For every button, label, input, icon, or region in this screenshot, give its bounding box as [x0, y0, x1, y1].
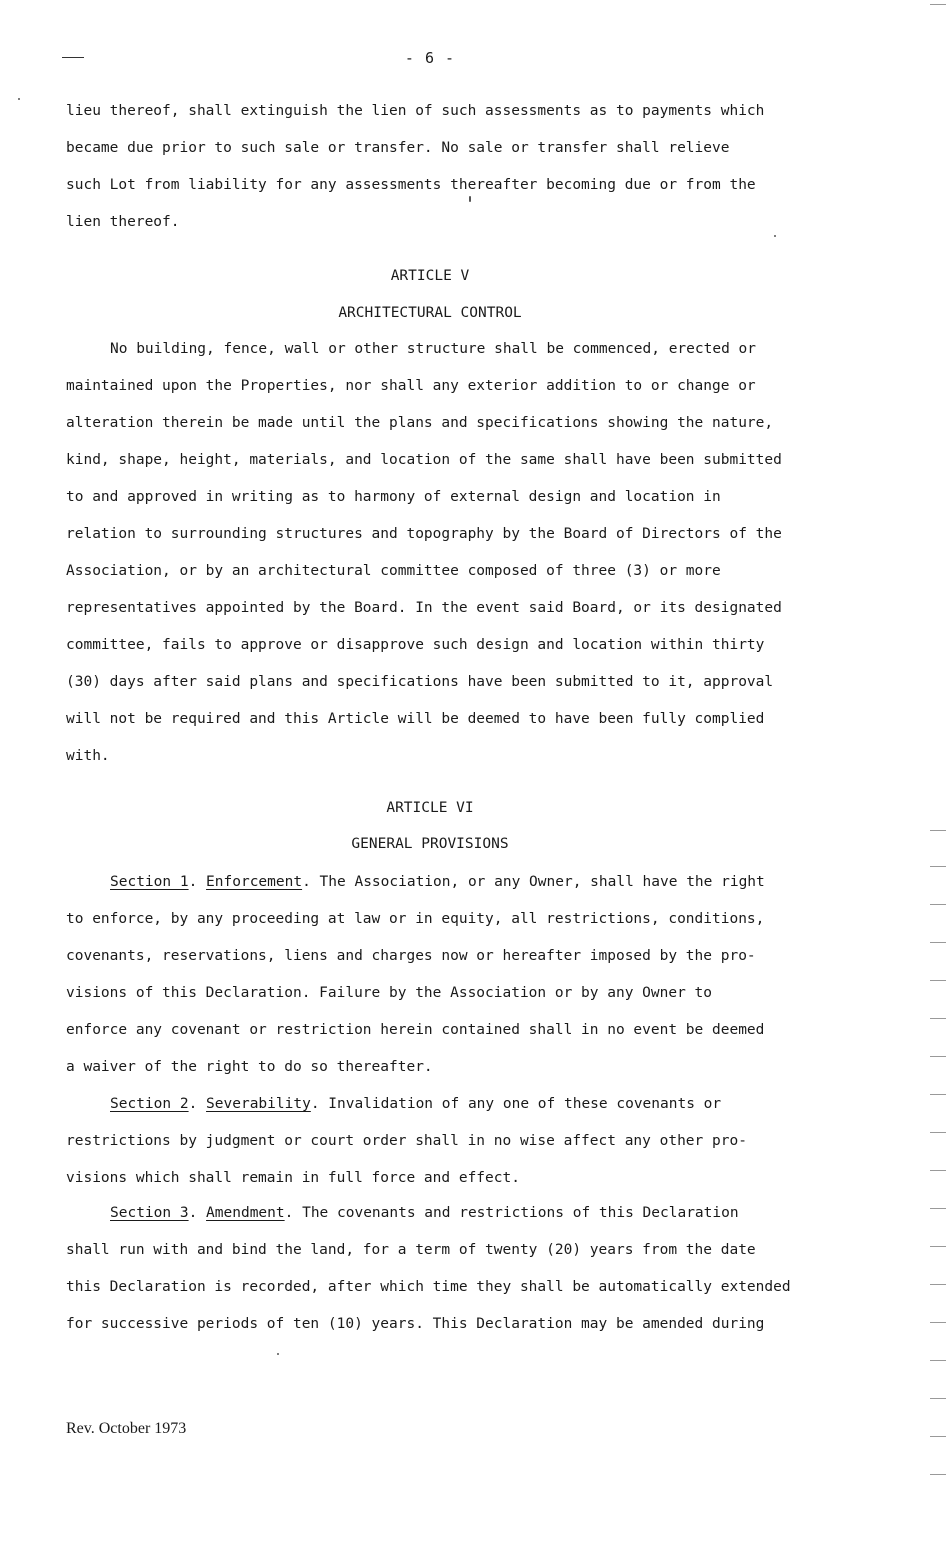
scan-mark	[930, 1360, 946, 1361]
scan-mark	[930, 1056, 946, 1057]
section-1-label: Section 1	[110, 874, 189, 890]
section-2-label: Section 2	[110, 1096, 189, 1112]
scan-mark	[930, 904, 946, 905]
page-number: - 6 -	[404, 49, 456, 67]
text-line: enforce any covenant or restriction herein contained shall in no event be deemed	[66, 1022, 765, 1038]
text-line: this Declaration is recorded, after which time they shall be automatically extended	[66, 1279, 791, 1295]
text-line: alteration therein be made until the plans and specifications showing the nature,	[66, 415, 774, 431]
scan-mark	[930, 1322, 946, 1323]
text-line: representatives appointed by the Board. In the event said Board, or its designated	[66, 600, 782, 616]
text-line: lieu thereof, shall extinguish the lien of such assessments as to payments which	[66, 103, 765, 119]
article-6-number: ARTICLE VI	[386, 800, 474, 816]
carryover-paragraph	[66, 93, 836, 241]
section-1-paragraph	[66, 864, 836, 1086]
scan-mark	[62, 57, 84, 58]
text-line: committee, fails to approve or disapprove such design and location within thirty	[66, 637, 765, 653]
article-5-paragraph	[66, 331, 836, 775]
scan-speck	[469, 196, 471, 202]
section-2-heading: Severability	[206, 1096, 311, 1112]
text-line: a waiver of the right to do so thereafter.	[66, 1059, 433, 1075]
scan-mark	[930, 1436, 946, 1437]
text-line: covenants, reservations, liens and charges now or hereafter imposed by the pro-	[66, 948, 756, 964]
section-1-first-line: Section 1. Enforcement. The Association, or any Owner, shall have the right	[110, 874, 765, 890]
revision-footer: Rev. October 1973	[66, 1420, 187, 1437]
section-3-lead-text: The covenants and restrictions of this Declaration	[293, 1205, 739, 1221]
text-line: such Lot from liability for any assessments thereafter becoming due or from the	[66, 177, 756, 193]
text-line: kind, shape, height, materials, and location of the same shall have been submitted	[66, 452, 782, 468]
section-3-heading: Amendment	[206, 1205, 285, 1221]
text-line: lien thereof.	[66, 214, 180, 230]
text-line: will not be required and this Article will be deemed to have been fully complied	[66, 711, 765, 727]
text-line: shall run with and bind the land, for a term of twenty (20) years from the date	[66, 1242, 756, 1258]
text-line: to enforce, by any proceeding at law or in equity, all restrictions, conditions,	[66, 911, 765, 927]
scan-mark	[930, 980, 946, 981]
scan-mark	[930, 1246, 946, 1247]
scan-speck	[277, 1353, 279, 1355]
article-5-number: ARTICLE V	[390, 268, 470, 284]
text-line: maintained upon the Properties, nor shall any exterior addition to or change or	[66, 378, 756, 394]
article-5-title: ARCHITECTURAL CONTROL	[338, 305, 522, 321]
text-line: visions which shall remain in full force and effect.	[66, 1170, 520, 1186]
text-line: for successive periods of ten (10) years. This Declaration may be amended during	[66, 1316, 765, 1332]
scan-mark	[930, 830, 946, 831]
scan-mark	[930, 1284, 946, 1285]
text-line: relation to surrounding structures and topography by the Board of Directors of the	[66, 526, 782, 542]
scan-mark	[930, 1132, 946, 1133]
scan-mark	[930, 1094, 946, 1095]
scan-mark	[930, 1474, 946, 1475]
article-6-title: GENERAL PROVISIONS	[351, 836, 509, 852]
scan-mark	[930, 1208, 946, 1209]
section-2-paragraph	[66, 1086, 836, 1197]
section-2-lead-text: Invalidation of any one of these covenants or	[319, 1096, 722, 1112]
text-line: (30) days after said plans and specifications have been submitted to it, approval	[66, 674, 774, 690]
scan-mark	[930, 1170, 946, 1171]
scan-speck	[18, 98, 20, 100]
text-line: became due prior to such sale or transfer. No sale or transfer shall relieve	[66, 140, 730, 156]
text-line: No building, fence, wall or other structure shall be commenced, erected or	[110, 341, 757, 357]
section-3-paragraph	[66, 1195, 836, 1343]
scan-mark	[930, 4, 946, 5]
text-line: visions of this Declaration. Failure by the Association or by any Owner to	[66, 985, 713, 1001]
scan-mark	[930, 1398, 946, 1399]
scan-speck	[774, 235, 776, 237]
text-line: with.	[66, 748, 110, 764]
section-2-first-line: Section 2. Severability. Invalidation of any one of these covenants or	[110, 1096, 722, 1112]
text-line: to and approved in writing as to harmony of external design and location in	[66, 489, 721, 505]
section-1-heading: Enforcement	[206, 874, 303, 890]
section-1-lead-text: The Association, or any Owner, shall have the right	[310, 874, 765, 890]
section-3-first-line: Section 3. Amendment. The covenants and restrictions of this Declaration	[110, 1205, 739, 1221]
text-line: Association, or by an architectural committee composed of three (3) or more	[66, 563, 721, 579]
scan-mark	[930, 1018, 946, 1019]
text-line: restrictions by judgment or court order shall in no wise affect any other pro-	[66, 1133, 747, 1149]
section-3-label: Section 3	[110, 1205, 189, 1221]
scan-mark	[930, 942, 946, 943]
scan-mark	[930, 866, 946, 867]
